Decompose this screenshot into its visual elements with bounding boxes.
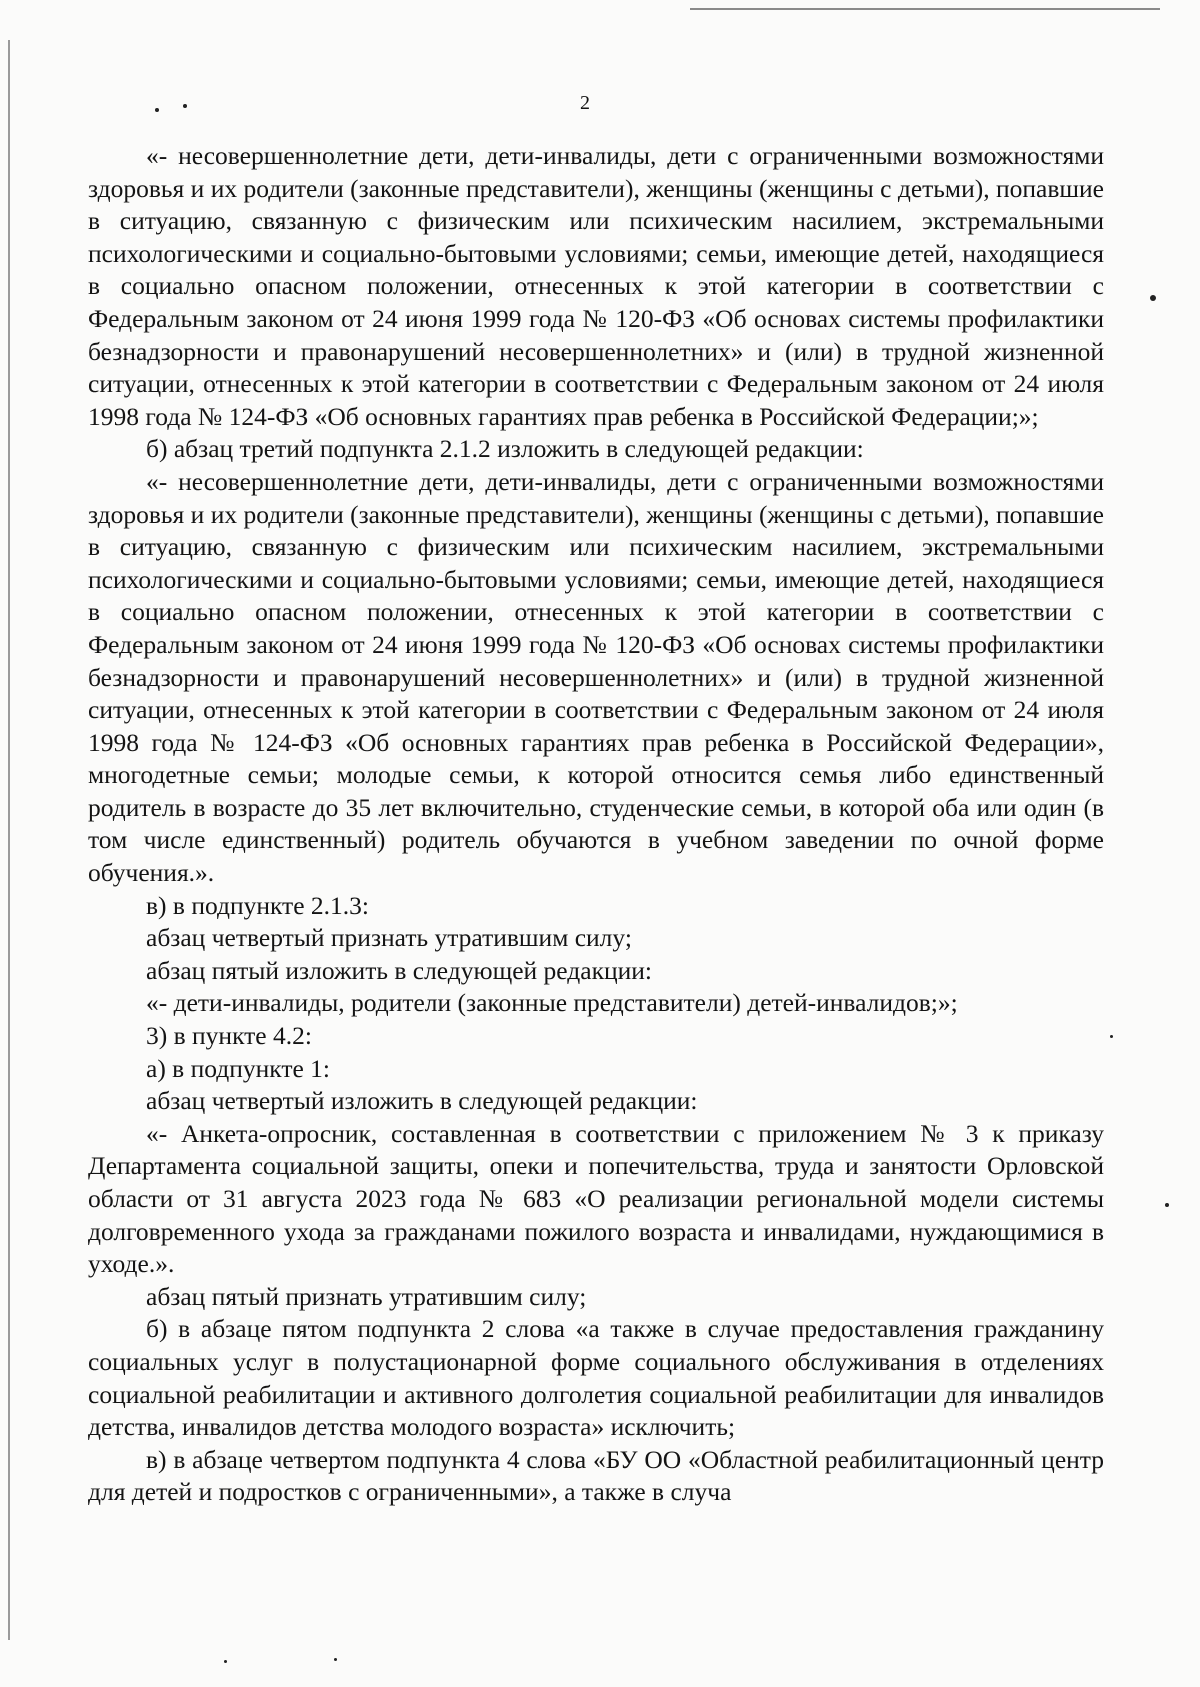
scan-speck	[224, 1660, 227, 1663]
paragraph: «- несовершеннолетние дети, дети-инвалиды, дети с ограниченными возможностями здоровья и их родители (законные представители), женщины (женщины с детьми), попавшие в ситуацию, связанную с физическим или психическим насилием, экстремальными психологическими и социально-бытовыми условиями; семьи, имеющие детей, находящиеся в социально опасном положении, отнесенных к этой категории в соответствии с Федеральным законом от 24 июня 1999 года № 120-ФЗ «Об основах системы профилактики безнадзорности и правонарушений несовершеннолетних» и (или) в трудной жизненной ситуации, отнесенных к этой категории в соответствии с Федеральным законом от 24 июля 1998 года № 124-ФЗ «Об основных гарантиях прав ребенка в Российской Федерации;»;	[88, 141, 1104, 431]
paragraph: б) абзац третий подпункта 2.1.2 изложить в следующей редакции:	[146, 434, 864, 464]
scan-edge-top	[690, 8, 1160, 10]
paragraph: «- несовершеннолетние дети, дети-инвалиды, дети с ограниченными возможностями здоровья и их родители (законные представители), женщины (женщины с детьми), попавшие в ситуацию, связанную с физическим или психическим насилием, экстремальными психологическими и социально-бытовыми условиями; семьи, имеющие детей, находящиеся в социально опасном положении, отнесенных к этой категории в соответствии с Федеральным законом от 24 июня 1999 года № 120-ФЗ «Об основах системы профилактики безнадзорности и правонарушений несовершеннолетних» и (или) в трудной жизненной ситуации, отнесенных к этой категории в соответствии с Федеральным законом от 24 июля 1998 года № 124-ФЗ «Об основных гарантиях прав ребенка в Российской Федерации», многодетные семьи; молодые семьи, к которой относится семья либо единственный родитель в возрасте до 35 лет включительно, студенческие семьи, в которой оба или один (в том числе единственный) родитель обучаются в учебном заведении по очной форме обучения.».	[88, 466, 1104, 888]
scan-speck	[1165, 1203, 1169, 1207]
scan-speck	[1150, 295, 1156, 301]
paragraph: 3) в пункте 4.2:	[146, 1021, 312, 1051]
paragraph: в) в абзаце четвертом подпункта 4 слова «БУ ОО «Областной реабилитационный центр для детей и подростков с ограниченными», а также в случа	[88, 1444, 1104, 1507]
scan-edge-left	[8, 40, 10, 1640]
paragraph: абзац четвертый признать утратившим силу;	[146, 923, 632, 953]
paragraph: абзац четвертый изложить в следующей редакции:	[146, 1086, 698, 1116]
scan-speck	[334, 1658, 337, 1661]
paragraph: а) в подпункте 1:	[146, 1053, 331, 1083]
paragraph: абзац пятый признать утратившим силу;	[146, 1281, 587, 1311]
paragraph: б) в абзаце пятом подпункта 2 слова «а также в случае предоставления гражданину социальных услуг в полустационарной форме социального обслуживания в отделениях социальной реабилитации и активного долголетия социальной реабилитации для инвалидов детства, инвалидов детства молодого возраста» исключить;	[88, 1314, 1104, 1442]
document-body	[88, 140, 1104, 1509]
paragraph: абзац пятый изложить в следующей редакции:	[146, 955, 652, 985]
paragraph: «- дети-инвалиды, родители (законные представители) детей-инвалидов;»;	[146, 988, 958, 1018]
scan-speck	[1110, 1035, 1113, 1038]
paragraph: в) в подпункте 2.1.3:	[146, 890, 369, 920]
page-number: 2	[580, 92, 590, 114]
paragraph: «- Анкета-опросник, составленная в соответствии с приложением № 3 к приказу Департамента социальной защиты, опеки и попечительства, труда и занятости Орловской области от 31 августа 2023 года № 683 «О реализации региональной модели системы долговременного ухода за гражданами пожилого возраста и инвалидами, нуждающимися в уходе.».	[88, 1118, 1104, 1279]
